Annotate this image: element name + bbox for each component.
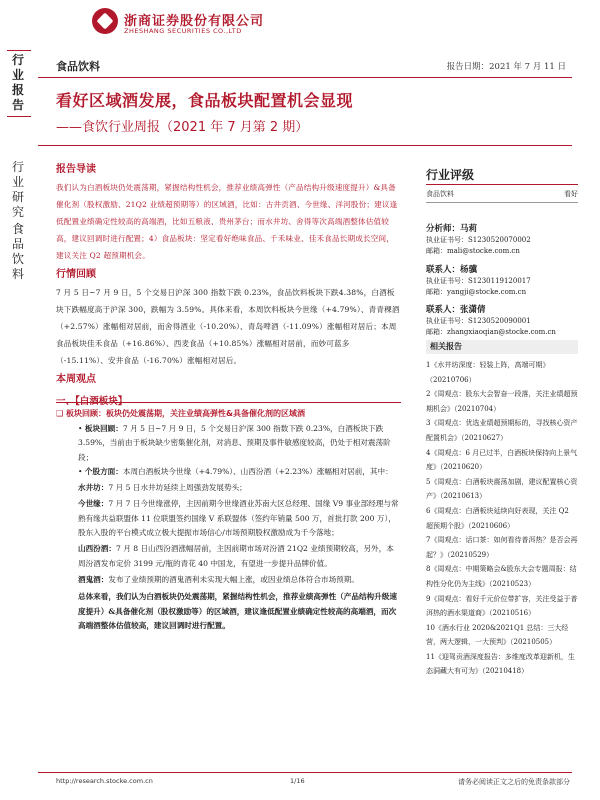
side-tab-report: 行业报告 [11,53,24,112]
related-report-item[interactable]: 10《酒水行业 2020&2021Q1 总结：三大经营，两大逻辑，一大预判》（20210505） [426,623,569,647]
rating-title: 行业评级 [426,168,475,182]
contact-block [426,305,578,338]
contact-email[interactable]: 邮箱：zhangxiaoqian@stocke.com.cn [426,328,556,336]
rating-row [426,189,578,199]
analyst-cert: 执业证书号：S1230520070002 [426,236,531,244]
contact-name: 联系人：张潇倩 [426,305,486,315]
related-reports-header [426,340,578,354]
section-review-text: 7 月 5 日~7 月 9 日，5 个交易日沪深 300 指数下跌 0.23%，食品饮料板块下跌4.38%，白酒板块下跌幅度高于沪深 300，跌幅为 3.59%。具体来看，本周饮料板块今世缘（+4.79%）、青青稞酒（+2.57%）涨幅相对居前，而舍得酒业（-10.20%）、青岛啤酒（-11.09%）涨幅相对居后；本周食品板块佳禾食品（+16.86%）、西麦食品（+10.85%）涨幅相对居前，而妙可蓝多（-15.11%）、安井食品（-16.70%）涨幅相对居后。 [56,288,400,365]
summary-text: 总体来看，我们认为白酒板块仍处震荡期，紧握结构性机会，推荐业绩高弹性（产品结构升级速度提升）&具备催化剂（股权激励等）的区域酒，建议逢低配置业绩确定性较高的高端酒，而次高端酒整体估值较高，建议回调时进行配置。 [78,592,397,630]
company-logo-icon [92,8,118,34]
report-title: 看好区域酒发展，食品板块配置机会显现 [56,91,354,110]
industry-label: 食品饮料 [56,60,100,73]
related-report-item[interactable]: 2《周观点：股东大会智奋一段落，关注业绩超预期机会》（20210704） [426,390,578,413]
side-tab-divider-top [7,50,31,51]
report-subtitle: ——食饮行业周报（2021 年 7 月第 2 期） [56,120,309,135]
section-review-title: 行情回顾 [56,269,96,280]
related-report-item[interactable]: 3《周观点：优选业绩超预期标的，寻找核心资产配置机会》（20210627） [426,419,578,442]
list-item: • 个股方面：本周白酒板块今世缘（+4.79%）、山西汾酒（+2.23%）涨幅相对居前，其中： [78,466,393,476]
sub-section-line [56,402,401,403]
title-divider [38,145,572,146]
side-tab-divider-mid [7,116,31,117]
footer-divider [38,772,572,773]
related-report-item[interactable]: 11《迎驾贡酒深度报告：多维度改革迎新机，生态洞藏大有可为》（20210418） [426,652,575,676]
company-name-en: ZHESHANG SECURITIES CO.,LTD [124,27,242,35]
page-number: 1/16 [290,777,305,785]
related-report-item[interactable]: 9《周观点：看好千元价位带扩容，关注受益于普洱热的酒水渠道商》（20210516） [426,594,578,618]
related-report-item[interactable]: 5《周观点：白酒板块震荡加剧，建议配置核心资产》（20210613） [426,477,578,501]
stock-fenjiu: 山西汾酒：7 月 8 日山西汾酒涨幅居前，主因前期市场对汾酒 21Q2 业绩预期较高，另外，本周汾酒发布定价 3199 元/瓶的青花 40 中国龙，有望进一步提升品牌价值。 [78,544,394,568]
section-view-title: 本周观点 [56,374,96,385]
section-guide-title: 报告导读 [56,164,96,175]
stock-jinshiyuan: 今世缘：7 月 7 日今世缘涨停，主因前期今世缘酒业苏南大区总经理、国缘 V9 事业部经理与常熟有缘共益联盟体 11 位联盟签约国缘 V 系联盟体（签约年销量 500 万，首批打款 200 万），股东入股的平台模式成立极大提振市场信心/市场预期股权激励成为千今落地； [78,499,399,538]
related-report-item[interactable]: 4《周观点：6 月已过半，白酒板块保持向上景气度》（20210620） [426,448,578,472]
rating-value: 看好 [564,190,578,198]
stock-shuijingfang: 水井坊：7 月 5 日水井坊延续上周强劲发展势头； [78,483,247,493]
related-report-item[interactable]: 6《周观点：白酒板块延续向好表现，关注 Q2 超预期个股》（20210606） [426,506,569,530]
sub-section-bar [56,389,401,403]
square-bullet-icon: ❑ [56,409,66,418]
analyst-block [426,224,578,257]
contact-block [426,265,578,298]
contact-name: 联系人：杨骥 [426,265,478,275]
related-reports-title: 相关报告 [430,342,462,351]
contact-email[interactable]: 邮箱：yangji@stocke.com.cn [426,288,527,296]
report-date: 报告日期：2021 年 7 月 11 日 [446,62,566,72]
rating-divider-bottom [426,202,578,203]
list-item: • 板块回顾：7 月 5 日~7 月 9 日，5 个交易日沪深 300 指数下跌 0.23%，白酒板块下跌 3.59%，当前由于板块缺少密集催化剂，对消息、预期及事件敏感度较高，仍处于相对震荡阶段； [78,424,391,462]
company-name-cn: 浙商证券股份有限公司 [124,14,265,29]
main-column [56,163,401,633]
contact-cert: 执业证书号：S1230520090001 [426,317,531,325]
rating-sector: 食品饮料 [426,190,454,198]
analyst-name: 分析师：马莉 [426,224,478,234]
related-report-item[interactable]: 8《周观点：中期策略会&股东大会专题周报：结构性分化仍为主线》（20210523） [426,565,577,588]
related-reports-list [426,358,578,679]
rating-divider [426,184,578,185]
header-divider [38,77,572,78]
related-report-item[interactable]: 1《水井坊深度：轻装上阵，高端可期》（20210706） [426,361,550,384]
contact-cert: 执业证书号：S1230119120017 [426,277,531,285]
point-title: ❑ 板块回顾：板块仍处震荡期，关注业绩高弹性&具备催化剂的区域酒 [56,409,305,418]
section-guide-text: 我们认为白酒板块仍处震荡期，紧握结构性机会，推荐业绩高弹性（产品结构升级速度提升）&具备催化剂（股权激励、21Q2 业绩超预期等）的区域酒，比如：古井贡酒、今世缘、洋河股份；建议逢低配置业绩确定性较高的高端酒，比如五粮液、贵州茅台；而水井坊、舍得等次高端酒整体估值较高，建议回调时进行配置；4）食品板块：坚定看好绝味食品、千禾味业、佳禾食品长期成长空间，建议关注 Q2 超预期机会。 [56,183,398,260]
related-report-item[interactable]: 7《周观点：话口茶：如何看待普洱热？是否会再起？》（20210529） [426,536,578,559]
side-tab-food: 食品饮料 [11,222,24,281]
analyst-email[interactable]: 邮箱：mali@stocke.com.cn [426,247,520,255]
footer-disclaimer: 请务必阅读正文之后的免责条款部分 [458,778,570,786]
side-tab-research: 行业研究 [11,160,24,219]
footer-url[interactable]: http://research.stocke.com.cn [56,777,153,785]
stock-jiugui: 酒鬼酒：发布了业绩预期的酒鬼酒利未实现大幅上涨，或因业绩总体符合市场预期。 [78,574,359,584]
